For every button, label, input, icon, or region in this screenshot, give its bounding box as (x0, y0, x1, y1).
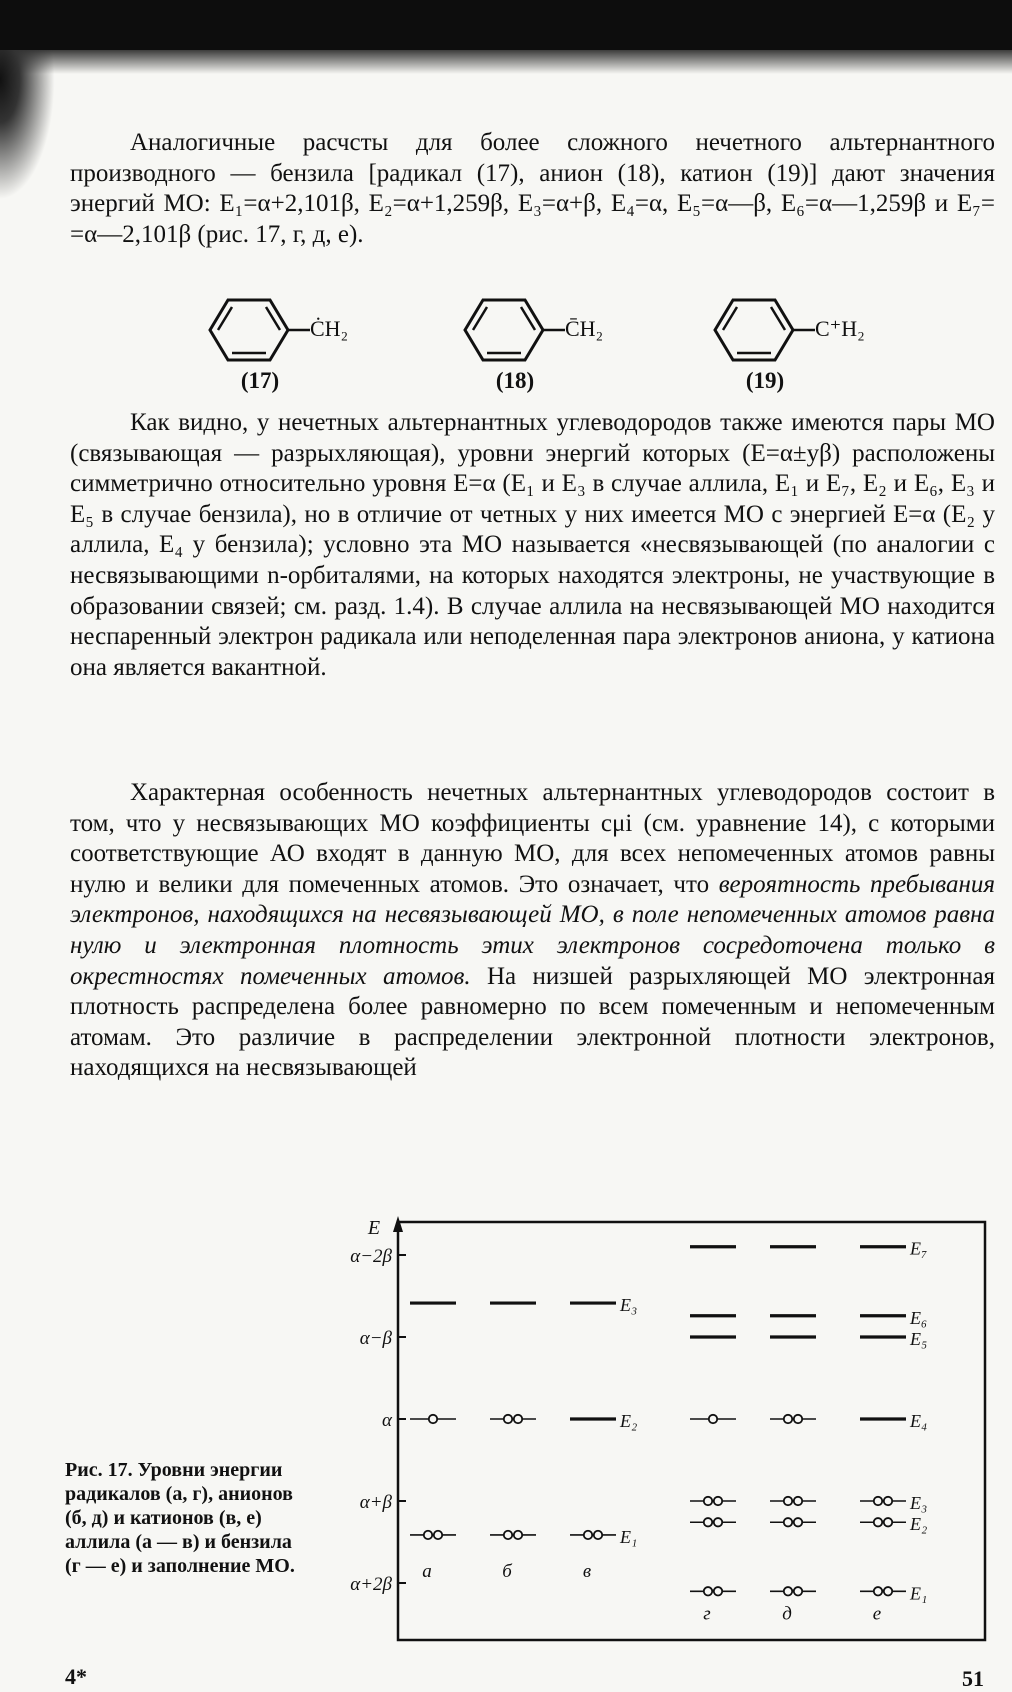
electron-е (884, 1518, 892, 1526)
column-label-в: в (582, 1560, 592, 1582)
y-tick-label: α−β (359, 1328, 392, 1349)
electron-б (504, 1531, 512, 1539)
electron-д (784, 1518, 792, 1526)
electron-д (794, 1497, 802, 1505)
electron-в (584, 1531, 592, 1539)
electron-б (504, 1415, 512, 1423)
benzyl-structures (190, 288, 890, 398)
structure-18-label: (18) (495, 368, 535, 393)
benzene-ring-icon (695, 288, 815, 368)
figure-caption: Рис. 17. Уровни энергии радикалов (а, г), анионов (б, д) и катионов (в, е) аллила (а — в) и бензила (г — е) и заполнение МО. (65, 1459, 295, 1577)
electron-б (514, 1415, 522, 1423)
paragraph-3 (70, 778, 995, 1084)
electron-в (594, 1531, 602, 1539)
paragraph-2-text: Как видно, у нечетных альтернантных углеводородов также имеются пары МО (связывающая — разрыхляющая), уровни энергий которых (E=α±yβ) расположены симметрично относительно уровня E=α (E₁ и E₃ в случае аллила, E₁ и E₇, E₂ и E₆, E₃ и E₅ в случае бензила), но в отличие от четных у них имеется МО с энергией E=α (E₂ у аллила, E₄ у бензила); условно эта МО называется «несвязывающей (по аналогии с несвязывающими n-орбиталями, на которых находятся электроны, не участвующие в образовании связей; см. разд. 1.4). В случае аллила на несвязывающей МО находится неспаренный электрон радикала или неподеленная пара электронов аниона, у катиона она является вакантной. (70, 409, 995, 681)
level-label-E₄: E₄ (910, 1411, 928, 1431)
paragraph-3-start: Характерная особенность нечетных альтернантных углеводородов состоит в том, что у несвязывающих МО коэффициенты cμi (см. уравнение 14), с которыми соответствующие АО входят в данную МО, для всех непомеченных атомов равны нулю и велики для помеченных атомов. Это означает, что (70, 779, 995, 898)
paragraph-1-text: Аналогичные расчсты для более сложного нечетного альтернантного производного — бензила [радикал (17), анион (18), катион (19)] дают значения энергий МО: E₁=α+2,101β, E₂=α+1,259β, E₃=α+β, E₄=α, E₅=α—β, E₆=α—1,259β и E₇= =α—2,101β (рис. 17, г, д, е). (70, 129, 995, 248)
level-label-E₅: E₅ (910, 1329, 928, 1349)
column-label-б: б (502, 1560, 512, 1582)
column-label-д: д (782, 1603, 792, 1625)
structure-19-label: (19) (745, 368, 785, 393)
electron-е (874, 1497, 882, 1505)
electron-г (714, 1497, 722, 1505)
structure-18-group: C̄H₂ (565, 316, 604, 341)
level-label-E₃: E₃ (910, 1493, 928, 1513)
y-tick-label: α (382, 1410, 392, 1431)
level-label-E₇: E₇ (910, 1238, 928, 1259)
paragraph-2 (70, 408, 995, 683)
electron-г (704, 1518, 712, 1526)
structure-19 (695, 288, 865, 398)
structure-18 (445, 288, 615, 398)
electron-е (874, 1587, 882, 1595)
electron-е (884, 1497, 892, 1505)
structure-17 (190, 288, 360, 398)
y-tick-label: α+2β (350, 1574, 392, 1595)
scan-edge-smudge (0, 50, 55, 200)
page-number: 51 (962, 1666, 984, 1691)
y-axis-arrow-icon (393, 1216, 403, 1232)
paragraph-3-text (70, 778, 995, 1084)
paragraph-1 (70, 128, 995, 250)
y-tick-label: α−2β (350, 1246, 392, 1267)
level-label-E₁: E₁ (910, 1583, 928, 1604)
electron-г (704, 1587, 712, 1595)
scan-top-border-shadow (0, 44, 1012, 74)
electron-а (434, 1531, 442, 1539)
electron-г (709, 1415, 717, 1423)
signature-mark: 4* (65, 1664, 87, 1689)
level-label-E₂: E₂ (910, 1514, 928, 1535)
structure-17-group: ĊH₂ (310, 316, 349, 341)
scan-top-border (0, 0, 1012, 50)
electron-а (424, 1531, 432, 1539)
electron-д (794, 1415, 802, 1423)
level-label-E₁: E₁ (620, 1526, 638, 1547)
y-axis-label: E (367, 1217, 381, 1239)
electron-е (884, 1587, 892, 1595)
electron-е (874, 1518, 882, 1526)
column-label-е: е (872, 1603, 882, 1625)
electron-г (714, 1587, 722, 1595)
column-label-а: а (422, 1560, 432, 1582)
structure-17-label: (17) (240, 368, 280, 393)
electron-г (714, 1518, 722, 1526)
level-label-E₆: E₆ (910, 1307, 928, 1328)
electron-д (784, 1587, 792, 1595)
electron-д (784, 1415, 792, 1423)
y-tick-label: α+β (359, 1492, 392, 1513)
paragraph-3-end: На низшей разрыхляющей МО электронная плотность распределена более равномерно по всем помеченным и непомеченным атомам. Это различие в распределении электронной плотности электронов, находящихся на несвязывающей (70, 962, 996, 1082)
energy-level-diagram (330, 1210, 990, 1650)
electron-д (794, 1587, 802, 1595)
electron-д (784, 1497, 792, 1505)
electron-г (704, 1497, 712, 1505)
paragraph-3-italic: вероятность пребывания электронов, находящихся на несвязывающей МО, в поле непомеченных атомов равна нулю и электронная плотность этих электронов сосредоточена только в окрестностях помеченных атомов. (70, 870, 996, 990)
electron-б (514, 1531, 522, 1539)
diagram-frame (398, 1222, 985, 1640)
structure-19-group: C⁺H₂ (815, 316, 865, 341)
level-label-E₃: E₃ (620, 1295, 638, 1316)
level-label-E₂: E₂ (620, 1411, 638, 1431)
benzene-ring-icon (445, 288, 565, 368)
electron-д (794, 1518, 802, 1526)
column-label-г: г (703, 1603, 711, 1625)
benzene-ring-icon (190, 288, 310, 368)
electron-а (429, 1415, 437, 1423)
